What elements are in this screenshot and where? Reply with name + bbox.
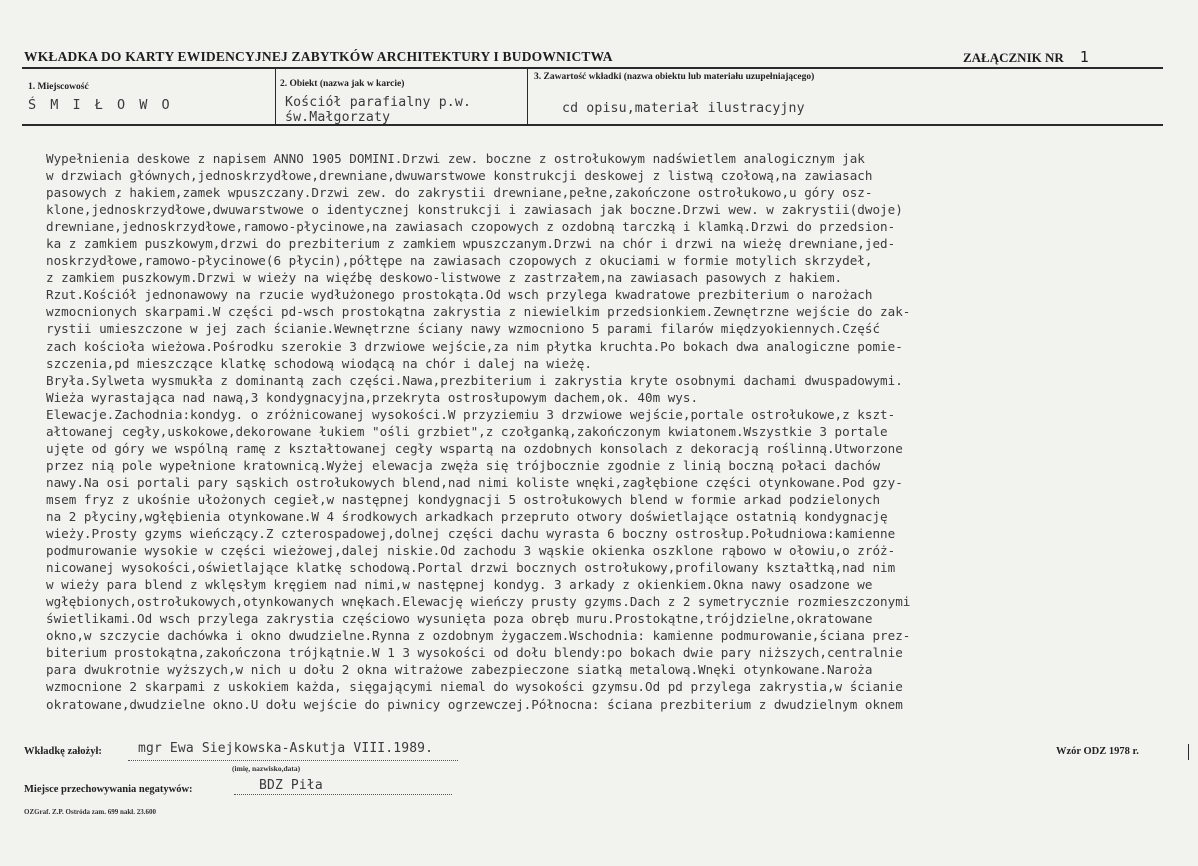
prepared-value: mgr Ewa Siejkowska-Askutja VIII.1989.: [138, 741, 434, 756]
description-line: noskrzydłowe,ramowo-płycinowe(6 płycin),półtępe na zawiasach czopowych z okuciami w formie motylich skrzydeł,: [46, 253, 873, 269]
description-line: z zamkiem puszkowym.Drzwi w wieży na więźbę deskowo-listwowe z zastrzałem,na zawiasach pasowych z hakiem.: [46, 270, 843, 286]
description-line: drewniane,jednoskrzydłowe,ramowo-płycinowe,na zawiasach czopowych z ozdobną tarczką i klamką.Drzwi do przedsion-: [46, 219, 896, 235]
description-line: przez nią pole wypełnione kratownicą.Wyżej elewacja zwęża się trójbocznie zgodnie z linią boczną połaci dachów: [46, 457, 881, 473]
description-line: nawy.Na osi portali pary sąskich ostrołukowych blend,nad nimi koliste wnęki,zagłębione części otynkowane.Pod gzy-: [46, 474, 903, 490]
description-line: ałtowanej cegły,uskokowe,dekorowane łukiem "ośli grzbiet",z czołganką,zakończonym kwiatonem.Wszystkie 3 portale: [46, 423, 888, 439]
description-line: Wypełnienia deskowe z napisem ANNO 1905 DOMINI.Drzwi zew. boczne z ostrołukowym nadświetlem analogicznym jak: [46, 151, 865, 166]
right-edge-mark: [1188, 744, 1189, 760]
description-line: świetlikami.Od wsch przylega zakrystia częściowo wysunięta poza obręb muru.Prostokątne,trójdzielne,okratowane: [46, 611, 873, 627]
description-line: na 2 płyciny,wgłębienia otynkowane.W 4 środkowych arkadkach przepruto otwory doświetlające ostatnią kondygnację: [46, 508, 888, 524]
locality-value: Ś M I Ł O W O: [28, 97, 173, 113]
negatives-value: BDZ Piła: [259, 778, 323, 793]
description-line: para dwukrotnie wyższych,w nich u dołu 2 okna witrażowe zabezpieczone siatką metalową.Wnęki otynkowane.Naroża: [46, 662, 873, 678]
description-line: w drzwiach głównych,jednoskrzydłowe,drewniane,dwuwarstwowe konstrukcji deskowej z listwą czołową,na zawiasach: [46, 168, 873, 184]
annex-label-text: ZAŁĄCZNIK NR: [963, 50, 1064, 65]
header-bottom-rule: [22, 124, 1163, 126]
description-line: Wieża wyrastająca nad nawą,3 kondygnacyjna,przekryta ostrosłupowym dachem,ok. 40m wys.: [46, 389, 699, 405]
printer-label: OZGraf. Z.P. Ostróda zam. 699 nakł. 23.600: [24, 808, 156, 816]
prepared-dotted-line: [128, 760, 458, 761]
description-line: wieży.Prosty gzyms wieńczący.Z czterospadowej,dolnej części dachu wyrasta 6 boczny ostrosłup.Południowa:kamienne: [46, 526, 896, 542]
description-text: [46, 150, 1176, 713]
description-line: nicowanej wysokości,oświetlające klatkę schodową.Portal drzwi bocznych ostrołukowy,profilowany kształtką,nad nim: [46, 560, 896, 576]
header-divider-1: [275, 68, 276, 125]
header-top-rule: [22, 67, 1163, 69]
form-label: Wzór ODZ 1978 r.: [1056, 746, 1139, 757]
annex-label: [963, 48, 1089, 66]
description-line: wzmocnionych skarpami.W części pd-wsch prostokątna zakrystia z niewielkim przedsionkiem.Zewnętrzne wejście do zak-: [46, 304, 911, 320]
object-value-line1: Kościół parafialny p.w.: [285, 95, 472, 110]
description-line: wzmocnione 2 skarpami z uskokiem każda, sięgającymi niemal do wysokości gzymsu.Od pd przylega zakrystia,w ścianie: [46, 679, 903, 695]
description-line: Rzut.Kościół jednonawowy na rzucie wydłużonego prostokąta.Od wsch przylega kwadratowe prezbiterium o narożach: [46, 287, 873, 303]
description-line: ka z zamkiem puszkowym,drzwi do prezbiterium z zamkiem wpuszczanym.Drzwi na chór i drzwi na wieżę drewniane,jed-: [46, 236, 896, 252]
description-line: Elewacje.Zachodnia:kondyg. o zróżnicowanej wysokości.W przyziemiu 3 drzwiowe wejście,portale ostrołukowe,z kszt-: [46, 406, 896, 422]
description-line: pasowych z hakiem,zamek wpuszczany.Drzwi zew. do zakrystii drewniane,pełne,zakończone ostrołukowo,u góry osz-: [46, 185, 873, 201]
description-line: okno,w szczycie dachówka i okno dwudzielne.Rynna z ozdobnym żygaczem.Wschodnia: kamienne podmurowanie,ściana prez-: [46, 628, 911, 644]
description-line: okratowane,dwudzielne okno.U dołu wejście do piwnicy ogrzewczej.Północna: ściana prezbiterium z dwudzielnym oknem: [46, 696, 903, 712]
annex-number: 1: [1079, 48, 1089, 66]
description-line: rystii umieszczone w jej zach ścianie.Wewnętrzne ściany nawy wzmocniono 5 parami filarów międzyokiennych.Część: [46, 321, 881, 337]
prepared-hint: (imię, nazwisko,data): [232, 764, 301, 773]
description-line: klone,jednoskrzydłowe,dwuwarstwowe o identycznej konstrukcji i zawiasach jak boczne.Drzwi wew. w zakrystii(dwoje): [46, 202, 903, 218]
locality-label: 1. Miejscowość: [28, 82, 89, 92]
description-line: szczenia,pd mieszczące klatkę schodową wiodącą na chór i dalej na wieżę.: [46, 355, 592, 371]
card-title: WKŁADKA DO KARTY EWIDENCYJNEJ ZABYTKÓW ARCHITEKTURY I BUDOWNICTWA: [24, 49, 613, 64]
description-line: zach kościoła wieżowa.Pośrodku szerokie 3 drzwiowe wejście,za nim płytka kruchta.Po bokach dwa analogiczne pomie-: [46, 338, 903, 354]
negatives-label: Miejsce przechowywania negatywów:: [24, 784, 193, 795]
description-line: biterium prostokątna,zakończona trójkątnie.W 1 3 wysokości od dołu blendy:po bokach dwie pary niższych,centralnie: [46, 645, 903, 661]
description-line: msem fryz z ukośnie ułożonych cegieł,w następnej kondygnacji 5 ostrołukowych blend w formie arkad podzielonych: [46, 491, 881, 507]
object-label: 2. Obiekt (nazwa jak w karcie): [280, 79, 405, 89]
description-line: w wieży para blend z wklęsłym kręgiem nad nimi,w następnej kondyg. 3 arkady z okienkiem.Okna nawy osadzone we: [46, 577, 873, 593]
description-line: Bryła.Sylweta wysmukła z dominantą zach części.Nawa,prezbiterium i zakrystia kryte osobnymi dachami dwuspadowymi.: [46, 372, 903, 388]
description-line: wgłębionych,ostrołukowych,otynkowanych wnękach.Elewację wieńczy prusty gzyms.Dach z 2 symetrycznie rozmieszczonymi: [46, 594, 911, 610]
description-line: ujęte od góry we wspólną ramę z kształtowanej cegły wspartą na ozdobnych konsolach z dekoracją roślinną.Utworzone: [46, 440, 903, 456]
content-value: cd opisu,materiał ilustracyjny: [562, 101, 805, 116]
prepared-label: Wkładkę założył:: [24, 746, 102, 757]
description-line: podmurowanie wysokie w części wieżowej,dalej niskie.Od zachodu 3 wąskie okienka oszklone rąbowo w ołowiu,o zróż-: [46, 543, 896, 559]
negatives-dotted-line: [234, 794, 452, 795]
object-value-line2: św.Małgorzaty: [285, 110, 391, 125]
header-divider-2: [527, 68, 528, 125]
content-label: 3. Zawartość wkładki (nazwa obiektu lub materiału uzupełniającego): [534, 72, 815, 82]
